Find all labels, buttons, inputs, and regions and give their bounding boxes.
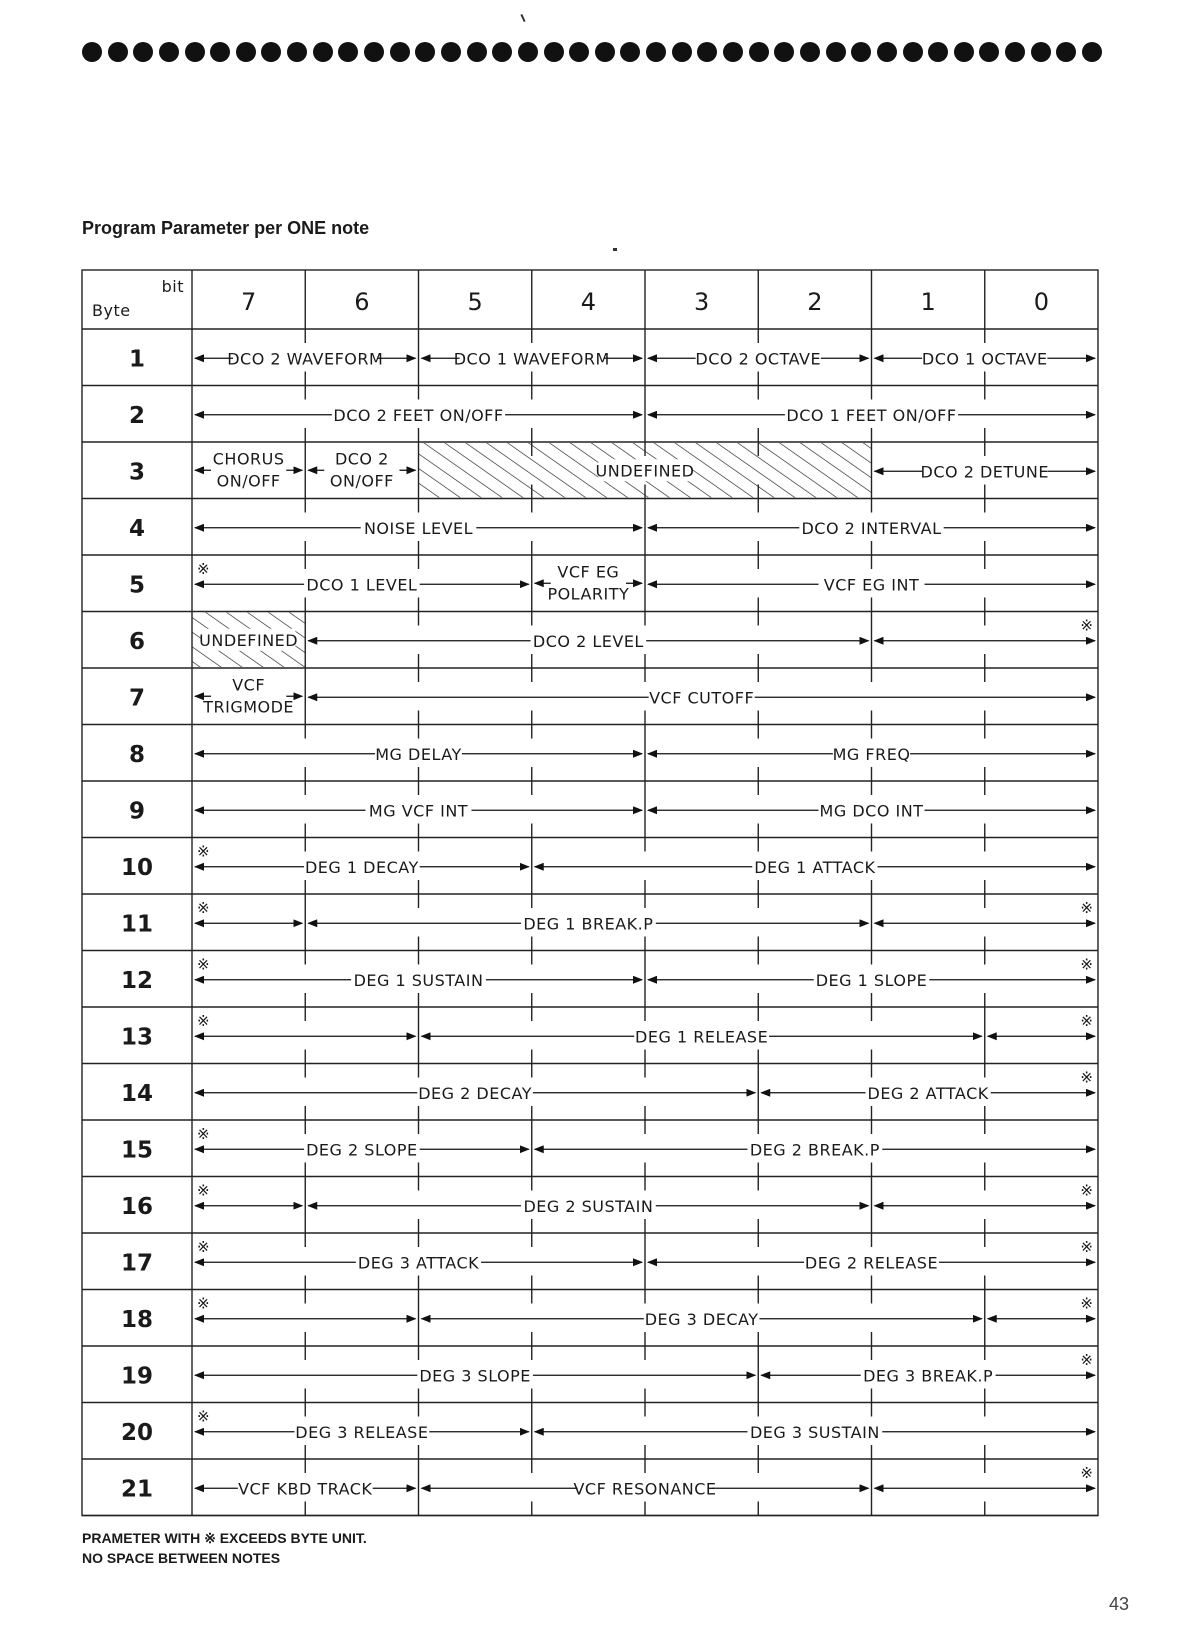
byte-number: 14 xyxy=(120,1080,154,1107)
star-marker-right: ※ xyxy=(1080,955,1093,974)
byte-number: 5 xyxy=(128,572,146,599)
field-label: DCO 1 LEVEL xyxy=(306,575,418,595)
field-label-line: DCO 2 xyxy=(334,449,389,469)
byte-number: 8 xyxy=(128,741,146,768)
field-label: DEG 2 SUSTAIN xyxy=(523,1196,654,1216)
field-label: DCO 1 WAVEFORM xyxy=(453,349,610,369)
field-label: DEG 2 ATTACK xyxy=(867,1083,989,1103)
byte-number: 21 xyxy=(120,1476,154,1503)
field-label: MG FREQ xyxy=(832,744,911,764)
bit-number-0: 0 xyxy=(1033,288,1050,316)
byte-number: 18 xyxy=(120,1306,154,1333)
field-label-line: POLARITY xyxy=(547,584,630,604)
field-label: DEG 1 ATTACK xyxy=(754,857,876,877)
field-label: DEG 2 SLOPE xyxy=(306,1140,418,1160)
byte-number: 16 xyxy=(120,1193,154,1220)
footnote-star: PRAMETER WITH ※ EXCEEDS BYTE UNIT. xyxy=(82,1530,367,1546)
field-label: DEG 3 SUSTAIN xyxy=(749,1422,880,1442)
byte-number: 10 xyxy=(120,854,154,881)
star-marker: ※ xyxy=(197,1181,210,1200)
field-label-undefined: UNDEFINED xyxy=(595,461,695,481)
star-marker: ※ xyxy=(197,842,210,861)
byte-number: 17 xyxy=(120,1250,154,1277)
bit-number-4: 4 xyxy=(580,288,597,316)
star-marker-right: ※ xyxy=(1080,1238,1093,1256)
field-label-undefined: UNDEFINED xyxy=(199,630,299,650)
byte-number: 12 xyxy=(120,967,154,994)
page-number: 43 xyxy=(1109,1594,1130,1614)
bit-header-label: bit xyxy=(161,277,184,296)
field-label: DEG 2 BREAK.P xyxy=(749,1140,880,1160)
bit-number-3: 3 xyxy=(693,288,710,316)
byte-number: 3 xyxy=(128,459,146,486)
field-label: DEG 2 DECAY xyxy=(418,1083,533,1103)
star-marker-right: ※ xyxy=(1080,1181,1093,1200)
field-label-line: CHORUS xyxy=(212,449,285,469)
field-label: DEG 1 BREAK.P xyxy=(523,914,654,934)
byte-number: 1 xyxy=(128,346,146,373)
field-label: DCO 2 FEET ON/OFF xyxy=(333,405,504,425)
byte-number: 7 xyxy=(128,685,146,712)
field-label: NOISE LEVEL xyxy=(363,518,474,538)
field-label-line: VCF EG xyxy=(557,562,620,582)
field-label: DCO 2 DETUNE xyxy=(920,462,1049,482)
bit-number-6: 6 xyxy=(354,288,370,316)
field-label: DEG 3 ATTACK xyxy=(357,1253,480,1273)
bit-number-7: 7 xyxy=(240,288,257,316)
field-label: VCF CUTOFF xyxy=(649,688,755,708)
byte-number: 15 xyxy=(120,1137,154,1164)
field-label: MG DELAY xyxy=(375,744,462,764)
star-marker-right: ※ xyxy=(1080,1351,1093,1369)
bit-number-5: 5 xyxy=(467,288,483,316)
field-label-line: ON/OFF xyxy=(216,471,281,491)
field-label: MG DCO INT xyxy=(819,801,924,821)
star-marker: ※ xyxy=(197,560,210,578)
star-marker: ※ xyxy=(197,1294,210,1313)
star-marker-right: ※ xyxy=(1080,1294,1093,1313)
star-marker: ※ xyxy=(197,1125,210,1143)
field-label: DEG 3 BREAK.P xyxy=(863,1366,994,1386)
byte-number: 19 xyxy=(120,1363,154,1390)
star-marker-right: ※ xyxy=(1080,1068,1093,1087)
field-label: DEG 3 SLOPE xyxy=(419,1366,531,1386)
field-label: DEG 3 DECAY xyxy=(644,1309,759,1329)
byte-number: 2 xyxy=(128,402,146,429)
field-label-line: ON/OFF xyxy=(329,471,394,491)
footnote-spacing: NO SPACE BETWEEN NOTES xyxy=(82,1550,281,1566)
star-marker: ※ xyxy=(197,1238,210,1256)
field-label: VCF KBD TRACK xyxy=(238,1479,373,1499)
byte-number: 20 xyxy=(120,1419,154,1446)
field-label: DCO 2 LEVEL xyxy=(532,631,644,651)
byte-number: 6 xyxy=(128,628,146,655)
field-label: DEG 1 RELEASE xyxy=(635,1027,769,1047)
field-label: VCF EG INT xyxy=(823,575,920,595)
byte-header-label: Byte xyxy=(92,301,131,320)
field-label: DCO 2 OCTAVE xyxy=(695,349,822,369)
page-title: Program Parameter per ONE note xyxy=(82,218,370,238)
field-label: DEG 1 SLOPE xyxy=(815,970,928,990)
bit-number-1: 1 xyxy=(920,288,936,316)
field-label-line: TRIGMODE xyxy=(203,697,295,717)
field-label: DEG 1 SUSTAIN xyxy=(353,970,484,990)
star-marker-right: ※ xyxy=(1080,1012,1093,1030)
byte-number: 4 xyxy=(128,515,146,542)
star-marker: ※ xyxy=(197,955,210,974)
byte-number: 11 xyxy=(120,911,154,938)
field-label: DCO 1 OCTAVE xyxy=(921,349,1048,369)
byte-number: 13 xyxy=(120,1024,154,1051)
field-label: MG VCF INT xyxy=(368,801,469,821)
field-label: DEG 3 RELEASE xyxy=(295,1422,429,1442)
star-marker-right: ※ xyxy=(1080,616,1093,635)
field-label: DEG 2 RELEASE xyxy=(804,1253,939,1273)
field-label: DCO 2 INTERVAL xyxy=(801,518,942,538)
star-marker-right: ※ xyxy=(1080,1464,1093,1482)
star-marker: ※ xyxy=(197,1407,210,1426)
star-marker: ※ xyxy=(197,1012,210,1030)
star-marker: ※ xyxy=(197,899,210,917)
field-label-line: VCF xyxy=(232,675,266,695)
bit-number-2: 2 xyxy=(807,288,823,316)
field-label: DCO 1 FEET ON/OFF xyxy=(786,405,957,425)
byte-number: 9 xyxy=(128,798,146,825)
star-marker-right: ※ xyxy=(1080,899,1093,917)
field-label: DCO 2 WAVEFORM xyxy=(227,349,384,369)
field-label: VCF RESONANCE xyxy=(573,1479,717,1499)
field-label: DEG 1 DECAY xyxy=(304,857,419,877)
